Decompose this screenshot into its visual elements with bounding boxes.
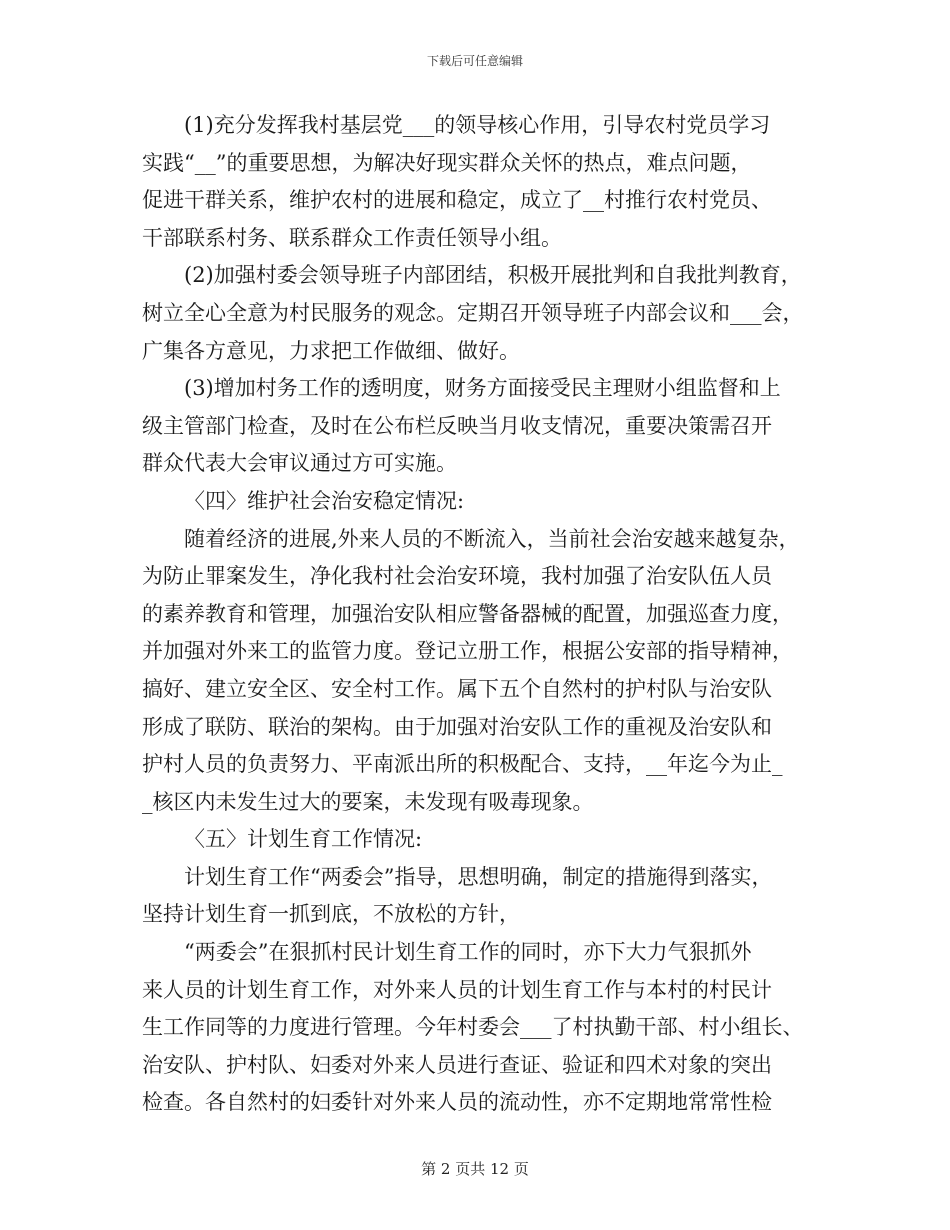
text-line: _核区内未发生过大的要案，未发现有吸毒现象。	[142, 789, 594, 814]
text-line: 的素养教育和管理，加强治安队相应警备器械的配置，加强巡查力度，	[142, 601, 793, 626]
text-line: (1)充分发挥我村基层党___的领导核心作用，引导农村党员学习	[184, 113, 771, 137]
text-line: (3)增加村务工作的透明度，财务方面接受民主理财小组监督和上	[184, 376, 781, 401]
page-number-footer: 第 2 页共 12 页	[421, 1160, 529, 1178]
text-line: (2)加强村委会领导班子内部团结，积极开展批判和自我批判教育，	[184, 263, 802, 288]
text-line: 并加强对外来工的监管力度。登记立册工作，根据公安部的指导精神，	[142, 639, 793, 664]
text-line: 树立全心全意为村民服务的观念。定期召开领导班子内部会议和___会，	[142, 300, 804, 325]
text-line: 〈四〉维护社会治安稳定情况:	[184, 488, 465, 513]
text-line: 坚持计划生育一抓到底，不放松的方针，	[142, 902, 520, 927]
text-line: 检查。各自然村的妇委针对外来人员的流动性，亦不定期地常常性检	[142, 1090, 772, 1115]
text-line: 为防止罪案发生，净化我村社会治安环境，我村加强了治安队伍人员	[142, 564, 772, 589]
text-line: 广集各方意见，力求把工作做细、做好。	[142, 338, 520, 363]
text-line: 群众代表大会审议通过方可实施。	[142, 451, 457, 476]
text-line: 随着经济的进展,外来人员的不断流入，当前社会治安越来越复杂，	[184, 526, 800, 551]
text-line: 干部联系村务、联系群众工作责任领导小组。	[142, 225, 562, 250]
text-line: “两委会”在狠抓村民计划生育工作的同时，亦下大力气狠抓外	[184, 940, 752, 965]
document-body	[142, 107, 832, 1122]
text-line: 治安队、护村队、妇委对外来人员进行查证、验证和四术对象的突出	[142, 1052, 772, 1077]
text-line: 来人员的计划生育工作，对外来人员的计划生育工作与本村的村民计	[142, 977, 772, 1002]
text-line: 〈五〉计划生育工作情况:	[184, 827, 423, 852]
text-line: 级主管部门检查，及时在公布栏反映当月收支情况，重要决策需召开	[142, 413, 772, 438]
text-line: 实践“__”的重要思想，为解决好现实群众关怀的热点，难点问题，	[142, 150, 752, 175]
text-line: 计划生育工作“两委会”指导，思想明确，制定的措施得到落实，	[184, 864, 773, 889]
page-header: 下载后可任意编辑	[426, 54, 523, 68]
text-line: 生工作同等的力度进行管理。今年村委会___了村执勤干部、村小组长、	[142, 1015, 804, 1040]
text-line: 护村人员的负责努力、平南派出所的积极配合、支持，__年迄今为止_	[142, 752, 783, 777]
text-line: 形成了联防、联治的架构。由于加强对治安队工作的重视及治安队和	[142, 714, 772, 739]
text-line: 促进干群关系，维护农村的进展和稳定，成立了__村推行农村党员、	[142, 188, 772, 213]
text-line: 搞好、建立安全区、安全村工作。属下五个自然村的护村队与治安队	[142, 676, 772, 701]
